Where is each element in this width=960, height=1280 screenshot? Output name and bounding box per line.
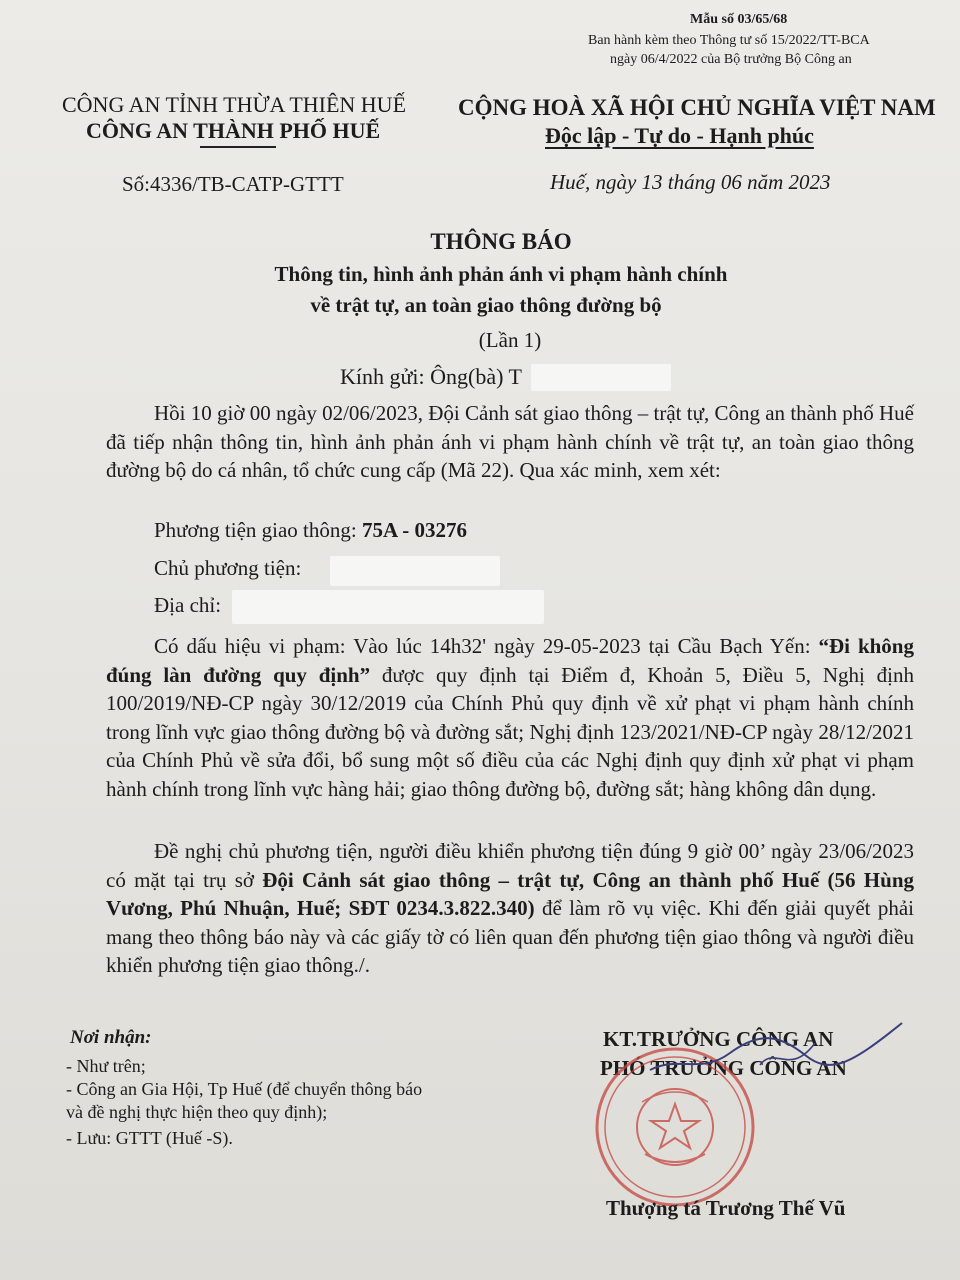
recipients-title: Nơi nhận: <box>70 1027 152 1048</box>
vehicle-line <box>154 518 467 543</box>
paragraph-request <box>106 837 914 980</box>
national-title: CỘNG HOÀ XÃ HỘI CHỦ NGHĨA VIỆT NAM <box>458 95 936 120</box>
document-date: Huế, ngày 13 tháng 06 năm 2023 <box>550 170 831 194</box>
agency-name: CÔNG AN THÀNH PHỐ HUẾ <box>86 118 381 143</box>
recipients-item: - Như trên; <box>66 1056 146 1076</box>
document-title: THÔNG BÁO <box>430 229 572 254</box>
paragraph-violation <box>106 632 914 804</box>
redacted-address <box>232 590 544 624</box>
redacted-recipient-name <box>531 364 671 391</box>
document-number: Số:4336/TB-CATP-GTTT <box>122 172 344 196</box>
document-subtitle-1: Thông tin, hình ảnh phản ánh vi phạm hành chính <box>274 262 728 286</box>
request-rest: để làm rõ vụ việc. Khi đến giải quyết phải mang theo thông báo này và các giấy tờ có liên quan đến phương tiện giao thông và người điều khiển phương tiện giao thông./. <box>106 896 914 978</box>
address-line <box>154 593 221 618</box>
document-subtitle-2: về trật tự, an toàn giao thông đường bộ <box>310 293 662 317</box>
form-number: Mẫu số 03/65/68 <box>690 12 788 27</box>
recipients-item: và đề nghị thực hiện theo quy định); <box>66 1102 328 1122</box>
violation-legal-basis: được quy định tại Điểm đ, Khoản 5, Điều 5, Nghị định 100/2019/NĐ-CP ngày 30/12/2019 của Chính Phủ quy định về xử phạt vi phạm hành chính trong lĩnh vực giao thông đường bộ và đường sắt; Nghị định 123/2021/NĐ-CP ngày 28/12/2021 của Chính Phủ về sửa đổi, bổ sung một số điều của các Nghị định quy định xử phạt vi phạm hành chính trong lĩnh vực hàng hải; giao thông đường bộ, đường sắt; hàng không dân dụng. <box>106 662 914 801</box>
recipients-item: - Công an Gia Hội, Tp Huế (để chuyển thông báo <box>66 1079 423 1099</box>
handwritten-signature-icon <box>640 1015 910 1085</box>
recipients-item: - Lưu: GTTT (Huế -S). <box>66 1128 233 1148</box>
request-location: Đội Cảnh sát giao thông – trật tự, Công an thành phố Huế (56 Hùng Vương, Phú Nhuận, Huế; SĐT 0234.3.822.340) <box>106 867 915 921</box>
owner-line <box>154 556 301 581</box>
address-label: Địa chỉ: <box>154 593 222 617</box>
agency-parent: CÔNG AN TỈNH THỪA THIÊN HUẾ <box>62 92 407 117</box>
form-note-line1: Ban hành kèm theo Thông tư số 15/2022/TT-BCA <box>588 33 870 48</box>
attempt-number: (Lần 1) <box>478 328 542 352</box>
form-note-line2: ngày 06/4/2022 của Bộ trưởng Bộ Công an <box>610 52 852 67</box>
signer-name: Thượng tá Trương Thế Vũ <box>606 1196 846 1220</box>
vehicle-label: Phương tiện giao thông: <box>154 518 362 542</box>
signature-authority: KT.TRƯỞNG CÔNG AN <box>603 1027 834 1051</box>
redacted-owner <box>330 556 500 586</box>
agency-divider <box>200 146 276 148</box>
vehicle-plate: 75A - 03276 <box>361 518 467 542</box>
national-motto: Độc lập - Tự do - Hạnh phúc <box>545 123 814 148</box>
signature-title: PHÓ TRƯỞNG CÔNG AN <box>600 1056 847 1080</box>
violation-name: “Đi không đúng làn đường quy định” <box>106 634 914 687</box>
request-lead: Đề nghị chủ phương tiện, người điều khiển phương tiện đúng 9 giờ 00’ ngày 23/06/2023 có mặt tại trụ sở <box>106 839 914 892</box>
paragraph-intro-text: Hồi 10 giờ 00 ngày 02/06/2023, Đội Cảnh sát giao thông – trật tự, Công an thành phố Huế đã tiếp nhận thông tin, hình ảnh phản ánh vi phạm hành chính về trật tự, an toàn giao thông đường bộ do cá nhân, tổ chức cung cấp (Mã 22). Qua xác minh, xem xét: <box>106 401 914 483</box>
owner-label: Chủ phương tiện: <box>154 556 302 580</box>
recipient-greeting: Kính gửi: Ông(bà) T <box>340 364 522 389</box>
violation-lead: Có dấu hiệu vi phạm: Vào lúc 14h32' ngày 29-05-2023 tại Cầu Bạch Yến: <box>154 634 819 658</box>
paragraph-intro <box>106 399 914 485</box>
